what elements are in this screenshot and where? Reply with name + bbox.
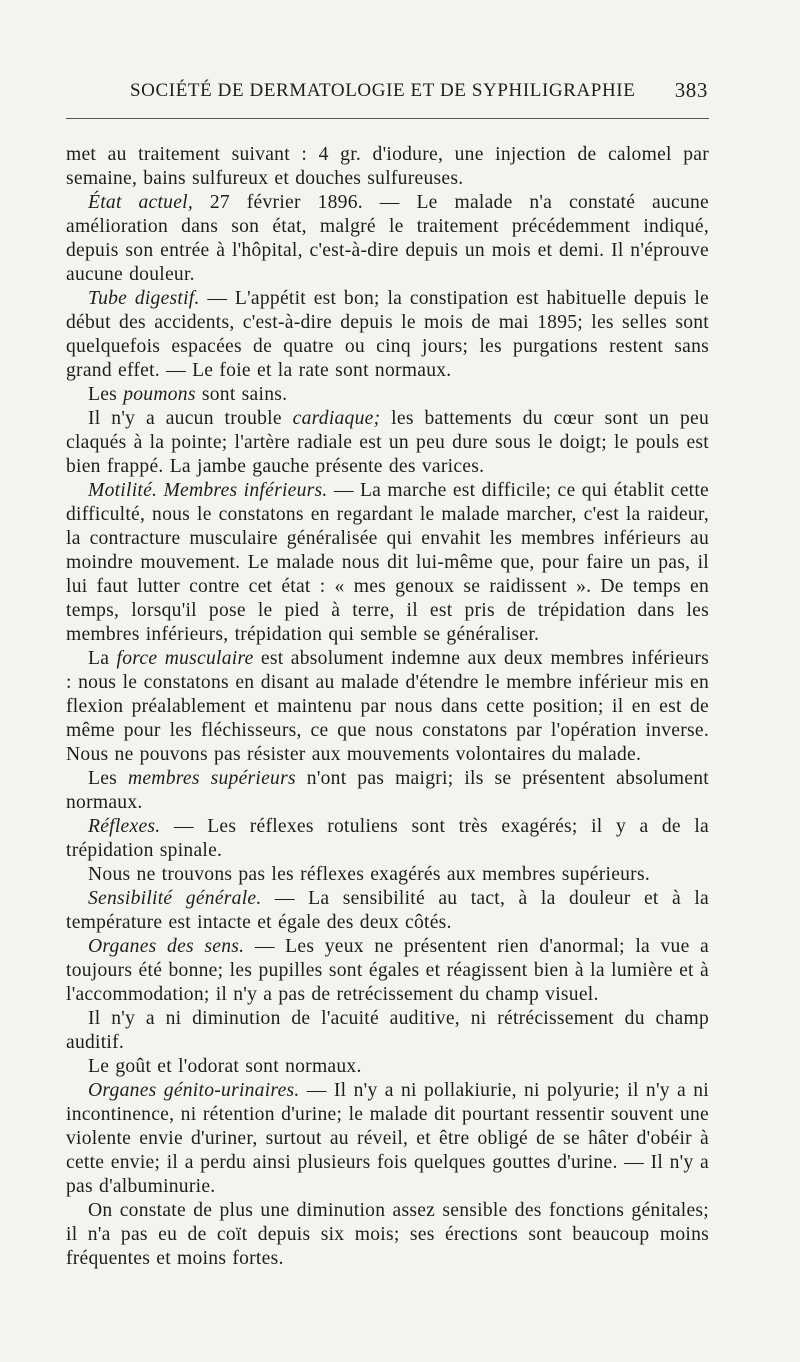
paragraph: Il n'y a aucun trouble cardiaque; les battements du cœur sont un peu claqués à la pointe; l'artère radiale est un peu dure sous le doigt; le pouls est bien frappé. La jambe gauche présente des varices. xyxy=(66,408,709,477)
paragraph: Sensibilité générale. — La sensibilité au tact, à la douleur et à la température est intacte et égale des deux côtés. xyxy=(66,888,709,933)
paragraph: Les poumons sont sains. xyxy=(88,384,288,405)
header-title: SOCIÉTÉ DE DERMATOLOGIE ET DE SYPHILIGRAPHIE xyxy=(130,80,636,101)
paragraph: Motilité. Membres inférieurs. — La marche est difficile; ce qui établit cette difficulté, nous le constatons en regardant le malade marcher, c'est la raideur, la contracture musculaire généralisée qui envahit les membres inférieurs au moindre mouvement. Le malade nous dit lui-même que, pour faire un pas, il lui faut lutter contre cet état : « mes genoux se raidissent ». De temps en temps, lorsqu'il pose le pied à terre, il est pris de trépidation dans les membres inférieurs, trépidation qui semble se généraliser. xyxy=(66,480,709,645)
paragraph: Le goût et l'odorat sont normaux. xyxy=(88,1056,362,1077)
body-text xyxy=(66,143,709,1271)
paragraph: La force musculaire est absolument indemne aux deux membres inférieurs : nous le constatons en disant au malade d'étendre le membre inférieur mis en flexion préalablement et maintenu par nous dans cette position; il en est de même pour les fléchisseurs, ce que nous constatons par l'opération inverse. Nous ne pouvons pas résister aux mouvements volontaires du malade. xyxy=(66,648,709,765)
paragraph: Organes des sens. — Les yeux ne présentent rien d'anormal; la vue a toujours été bonne; les pupilles sont égales et réagissent bien à la lumière et à l'accommodation; il n'y a pas de retrécissement du champ visuel. xyxy=(66,936,709,1005)
paragraph: met au traitement suivant : 4 gr. d'iodure, une injection de calomel par semaine, bains sulfureux et douches sulfureuses. xyxy=(66,144,709,189)
page-number: 383 xyxy=(674,78,708,102)
paragraph: Réflexes. — Les réflexes rotuliens sont très exagérés; il y a de la trépidation spinale. xyxy=(66,816,709,861)
paragraph: Tube digestif. — L'appétit est bon; la constipation est habituelle depuis le début des accidents, c'est-à-dire depuis le mois de mai 1895; les selles sont quelquefois espacées de quatre ou cinq jours; les purgations restent sans grand effet. — Le foie et la rate sont normaux. xyxy=(66,288,709,381)
paragraph: On constate de plus une diminution assez sensible des fonctions génitales; il n'a pas eu de coït depuis six mois; ses érections sont beaucoup moins fréquentes et moins fortes. xyxy=(66,1200,709,1269)
paragraph: État actuel, 27 février 1896. — Le malade n'a constaté aucune amélioration dans son état, malgré le traitement précédemment indiqué, depuis son entrée à l'hôpital, c'est-à-dire depuis un mois et demi. Il n'éprouve aucune douleur. xyxy=(66,192,709,285)
header-rule xyxy=(66,118,709,119)
paragraph: Nous ne trouvons pas les réflexes exagérés aux membres supérieurs. xyxy=(88,864,650,885)
paragraph: Les membres supérieurs n'ont pas maigri; ils se présentent absolument normaux. xyxy=(66,768,709,813)
paragraph: Il n'y a ni diminution de l'acuité auditive, ni rétrécissement du champ auditif. xyxy=(66,1008,709,1053)
paragraph: Organes génito-urinaires. — Il n'y a ni pollakiurie, ni polyurie; il n'y a ni incontinence, ni rétention d'urine; le malade dit pourtant ressentir souvent une violente envie d'uriner, surtout au réveil, et être obligé de se hâter d'obéir à cette envie; il a perdu ainsi plusieurs fois quelques gouttes d'urine. — Il n'y a pas d'albuminurie. xyxy=(66,1080,709,1197)
